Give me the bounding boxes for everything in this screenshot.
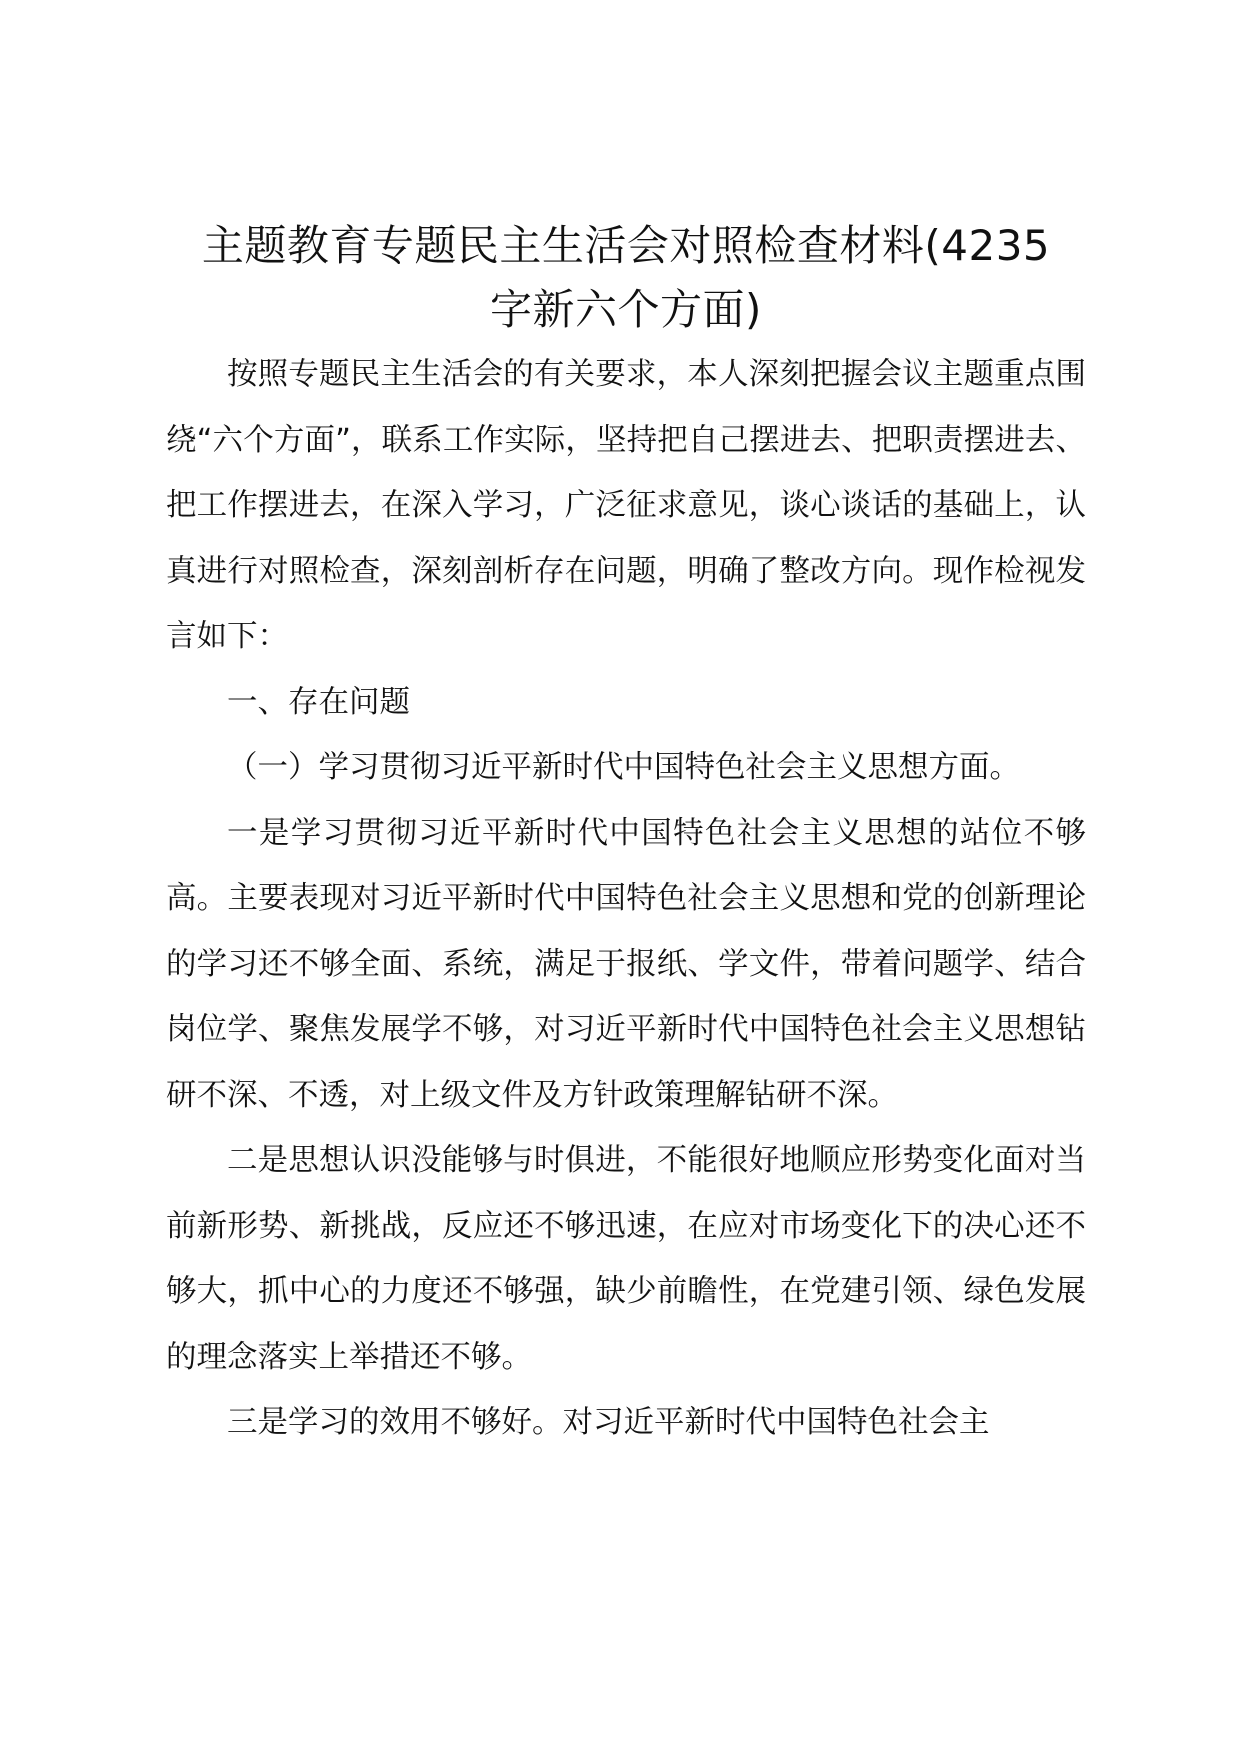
title-line-2: 字新六个方面) (490, 285, 762, 334)
intro-paragraph: 按照专题民主生活会的有关要求，本人深刻把握会议主题重点围绕“六个方面”，联系工作实际，坚持把自己摆进去、把职责摆进去、把工作摆进去，在深入学习，广泛征求意见，谈心谈话的基础上，认真进行对照检查，深刻剖析存在问题，明确了整改方向。现作检视发言如下： (166, 357, 1086, 654)
point-1-paragraph: 一是学习贯彻习近平新时代中国特色社会主义思想的站位不够高。主要表现对习近平新时代中国特色社会主义思想和党的创新理论的学习还不够全面、系统，满足于报纸、学文件，带着问题学、结合岗位学、聚焦发展学不够，对习近平新时代中国特色社会主义思想钻研不深、不透，对上级文件及方针政策理解钻研不深。 (166, 815, 1086, 1113)
section-heading-problems: 一、存在问题 (227, 684, 410, 720)
title-line-1: 主题教育专题民主生活会对照检查材料(4235 (201, 221, 1051, 270)
point-3-paragraph: 三是学习的效用不够好。对习近平新时代中国特色社会主 (227, 1405, 990, 1440)
point-2-paragraph: 二是思想认识没能够与时俱进，不能很好地顺应形势变化面对当前新形势、新挑战，反应还不够迅速，在应对市场变化下的决心还不够大，抓中心的力度还不够强，缺少前瞻性，在党建引领、绿色发展的理念落实上举措还不够。 (166, 1143, 1086, 1375)
document-body (166, 214, 1086, 1456)
subsection-heading-1: （一）学习贯彻习近平新时代中国特色社会主义思想方面。 (227, 750, 1020, 785)
document-title (166, 214, 1086, 342)
